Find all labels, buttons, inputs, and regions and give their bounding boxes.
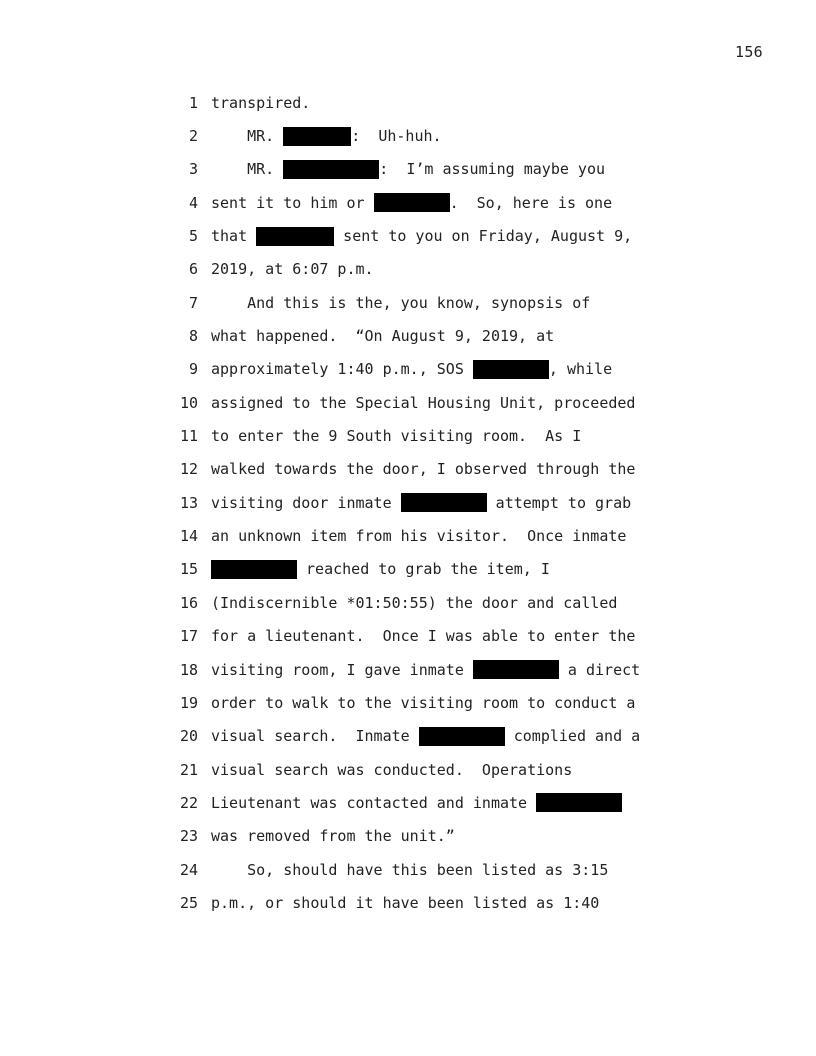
line-number: 1 bbox=[188, 93, 198, 112]
transcript-line bbox=[0, 386, 816, 419]
line-text bbox=[211, 460, 635, 478]
text-segment: 2019, at 6:07 p.m. bbox=[211, 260, 374, 279]
redaction-bar bbox=[211, 560, 297, 579]
line-number: 7 bbox=[188, 293, 198, 312]
line-number: 10 bbox=[179, 393, 198, 412]
line-text bbox=[211, 793, 622, 812]
line-text bbox=[211, 861, 608, 879]
text-segment: that bbox=[211, 227, 257, 246]
transcript-line bbox=[0, 553, 816, 586]
line-number: 16 bbox=[179, 593, 198, 612]
redaction-bar bbox=[283, 160, 379, 179]
text-segment: reached to grab the item, I bbox=[297, 560, 550, 579]
line-text bbox=[211, 560, 550, 579]
line-text bbox=[211, 160, 605, 179]
line-text bbox=[211, 127, 442, 146]
transcript-line bbox=[0, 286, 816, 319]
text-segment: to enter the 9 South visiting room. As I bbox=[211, 427, 582, 446]
line-text bbox=[211, 493, 631, 512]
text-segment: transpired. bbox=[211, 93, 311, 112]
transcript-line bbox=[0, 219, 816, 252]
line-number: 12 bbox=[179, 460, 198, 479]
line-number: 24 bbox=[179, 860, 198, 879]
line-number: 23 bbox=[179, 827, 198, 846]
text-segment: p.m., or should it have been listed as 1:40 bbox=[211, 893, 600, 912]
transcript-line bbox=[0, 886, 816, 919]
line-text bbox=[211, 427, 581, 445]
text-segment: visual search. Inmate bbox=[211, 727, 419, 746]
line-number: 13 bbox=[179, 493, 198, 512]
line-number: 14 bbox=[179, 527, 198, 546]
transcript-line bbox=[0, 186, 816, 219]
line-number: 3 bbox=[188, 160, 198, 179]
line-text bbox=[211, 694, 635, 712]
line-text bbox=[211, 294, 590, 312]
text-segment: visual search was conducted. Operations bbox=[211, 760, 573, 779]
line-number: 5 bbox=[188, 227, 198, 246]
transcript-line bbox=[0, 319, 816, 352]
transcript-line bbox=[0, 753, 816, 786]
text-segment: complied and a bbox=[504, 727, 641, 746]
transcript-line bbox=[0, 119, 816, 152]
text-segment: visiting door inmate bbox=[211, 493, 401, 512]
line-text bbox=[211, 894, 599, 912]
line-number: 21 bbox=[179, 760, 198, 779]
text-segment: walked towards the door, I observed through the bbox=[211, 460, 636, 479]
transcript-line bbox=[0, 253, 816, 286]
line-number: 18 bbox=[179, 660, 198, 679]
text-segment: . So, here is one bbox=[449, 193, 613, 212]
line-text bbox=[211, 527, 626, 545]
line-text bbox=[211, 227, 632, 246]
text-segment: And this is the, you know, synopsis of bbox=[211, 293, 591, 312]
redaction-bar bbox=[536, 793, 622, 812]
line-number: 20 bbox=[179, 727, 198, 746]
line-number: 15 bbox=[179, 560, 198, 579]
line-number: 9 bbox=[188, 360, 198, 379]
line-text bbox=[211, 193, 612, 212]
line-text bbox=[211, 394, 635, 412]
line-number: 6 bbox=[188, 260, 198, 279]
text-segment: for a lieutenant. Once I was able to enter the bbox=[211, 627, 636, 646]
text-segment: sent it to him or bbox=[211, 193, 374, 212]
text-segment: what happened. “On August 9, 2019, at bbox=[211, 327, 555, 346]
line-number: 19 bbox=[179, 693, 198, 712]
transcript-line bbox=[0, 820, 816, 853]
line-text bbox=[211, 627, 635, 645]
line-number: 22 bbox=[179, 793, 198, 812]
line-text bbox=[211, 761, 572, 779]
text-segment: (Indiscernible *01:50:55) the door and called bbox=[211, 593, 618, 612]
line-text bbox=[211, 327, 554, 345]
text-segment: assigned to the Special Housing Unit, proceeded bbox=[211, 393, 636, 412]
text-segment: MR. bbox=[211, 127, 284, 146]
transcript-line bbox=[0, 853, 816, 886]
line-text bbox=[211, 727, 640, 746]
page-number: 156 bbox=[735, 43, 763, 61]
transcript-line bbox=[0, 519, 816, 552]
text-segment: a direct bbox=[558, 660, 641, 679]
line-text bbox=[211, 660, 640, 679]
transcript-line bbox=[0, 586, 816, 619]
line-number: 17 bbox=[179, 627, 198, 646]
transcript-line bbox=[0, 786, 816, 819]
redaction-bar bbox=[473, 360, 549, 379]
line-text bbox=[211, 260, 374, 278]
redaction-bar bbox=[419, 727, 505, 746]
redaction-bar bbox=[374, 193, 450, 212]
text-segment: visiting room, I gave inmate bbox=[211, 660, 473, 679]
transcript-line bbox=[0, 720, 816, 753]
text-segment: approximately 1:40 p.m., SOS bbox=[211, 360, 473, 379]
transcript-body bbox=[0, 86, 816, 920]
redaction-bar bbox=[283, 127, 351, 146]
transcript-line bbox=[0, 453, 816, 486]
text-segment: an unknown item from his visitor. Once inmate bbox=[211, 527, 627, 546]
text-segment: , while bbox=[548, 360, 613, 379]
transcript-line bbox=[0, 686, 816, 719]
transcript-line bbox=[0, 620, 816, 653]
redaction-bar bbox=[401, 493, 487, 512]
transcript-line bbox=[0, 353, 816, 386]
redaction-bar bbox=[256, 227, 334, 246]
line-text bbox=[211, 360, 612, 379]
line-number: 25 bbox=[179, 893, 198, 912]
text-segment: order to walk to the visiting room to conduct a bbox=[211, 693, 636, 712]
line-number: 11 bbox=[179, 427, 198, 446]
text-segment: : Uh-huh. bbox=[351, 127, 442, 146]
line-number: 2 bbox=[188, 127, 198, 146]
text-segment: So, should have this been listed as 3:15 bbox=[211, 860, 609, 879]
line-number: 4 bbox=[188, 193, 198, 212]
line-text bbox=[211, 94, 310, 112]
text-segment: Lieutenant was contacted and inmate bbox=[211, 793, 537, 812]
line-text bbox=[211, 594, 617, 612]
line-number: 8 bbox=[188, 327, 198, 346]
transcript-line bbox=[0, 486, 816, 519]
transcript-line bbox=[0, 86, 816, 119]
line-text bbox=[211, 827, 455, 845]
text-segment: : I’m assuming maybe you bbox=[379, 160, 606, 179]
transcript-line bbox=[0, 419, 816, 452]
redaction-bar bbox=[473, 660, 559, 679]
transcript-line bbox=[0, 653, 816, 686]
transcript-line bbox=[0, 153, 816, 186]
text-segment: was removed from the unit.” bbox=[211, 827, 455, 846]
text-segment: MR. bbox=[211, 160, 284, 179]
text-segment: attempt to grab bbox=[486, 493, 632, 512]
text-segment: sent to you on Friday, August 9, bbox=[334, 227, 633, 246]
